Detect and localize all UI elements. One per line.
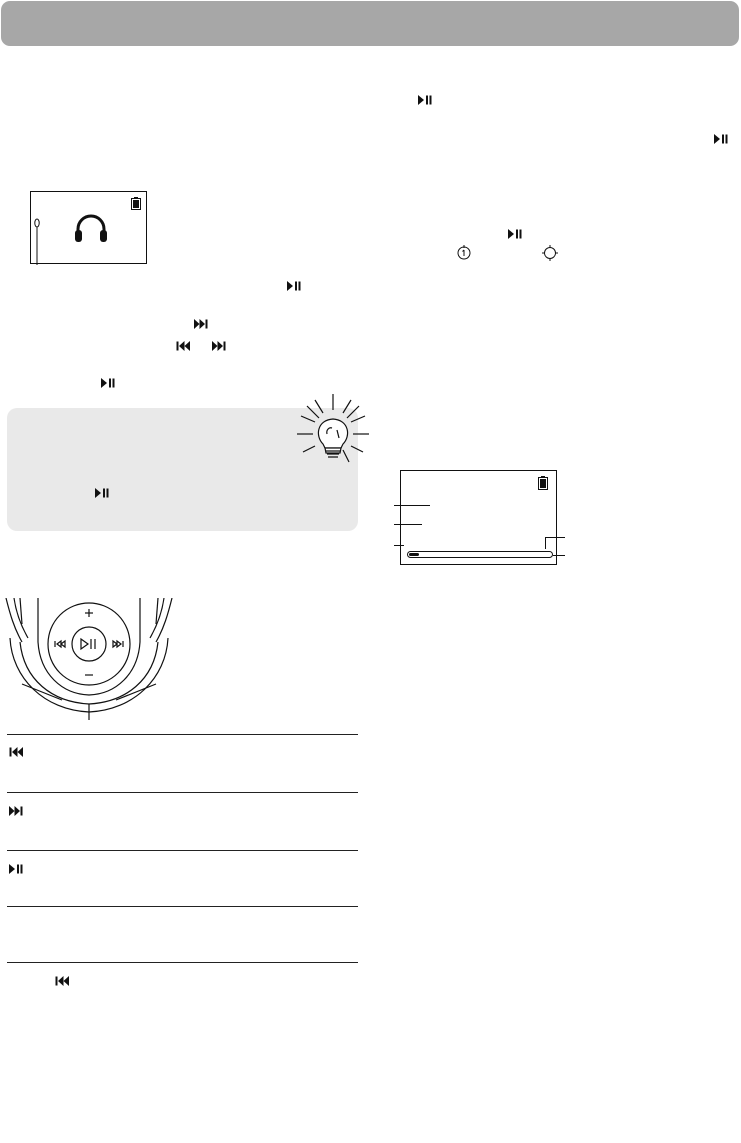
table-rule (7, 962, 358, 963)
table-rule (7, 734, 358, 735)
table-rule (7, 906, 358, 907)
battery-icon (538, 476, 548, 490)
progress-fill (409, 553, 419, 556)
shuffle-symbol (542, 245, 558, 261)
control-pad-diagram (4, 598, 184, 722)
headphones-icon (73, 214, 109, 244)
play-pause-glyph (9, 864, 23, 874)
device-screen-headphones (30, 191, 147, 264)
callout-line (553, 555, 565, 556)
play-pause-glyph (418, 95, 432, 105)
progress-bar (407, 551, 553, 558)
device-screen-now-playing (400, 470, 557, 565)
repeat-one-symbol (456, 245, 472, 261)
callout-line (394, 524, 422, 525)
play-pause-glyph (508, 229, 522, 239)
skip-next-glyph (9, 806, 23, 816)
lightbulb-tip-icon (293, 390, 373, 470)
play-pause-glyph (101, 378, 115, 388)
play-pause-glyph (287, 281, 301, 291)
skip-next-glyph (194, 319, 208, 329)
play-pause-glyph (714, 134, 728, 144)
callout-line (545, 537, 565, 538)
battery-icon (131, 197, 141, 210)
callout-line (394, 545, 404, 546)
skip-previous-glyph (55, 976, 69, 986)
table-rule (7, 850, 358, 851)
skip-previous-glyph (176, 341, 190, 351)
header-bar (1, 1, 739, 46)
skip-previous-glyph (9, 747, 23, 757)
callout-line (394, 505, 430, 506)
volume-indicator (34, 217, 40, 265)
callout-line (545, 537, 546, 549)
play-pause-glyph (95, 488, 109, 498)
skip-next-glyph (212, 341, 226, 351)
table-rule (7, 792, 358, 793)
